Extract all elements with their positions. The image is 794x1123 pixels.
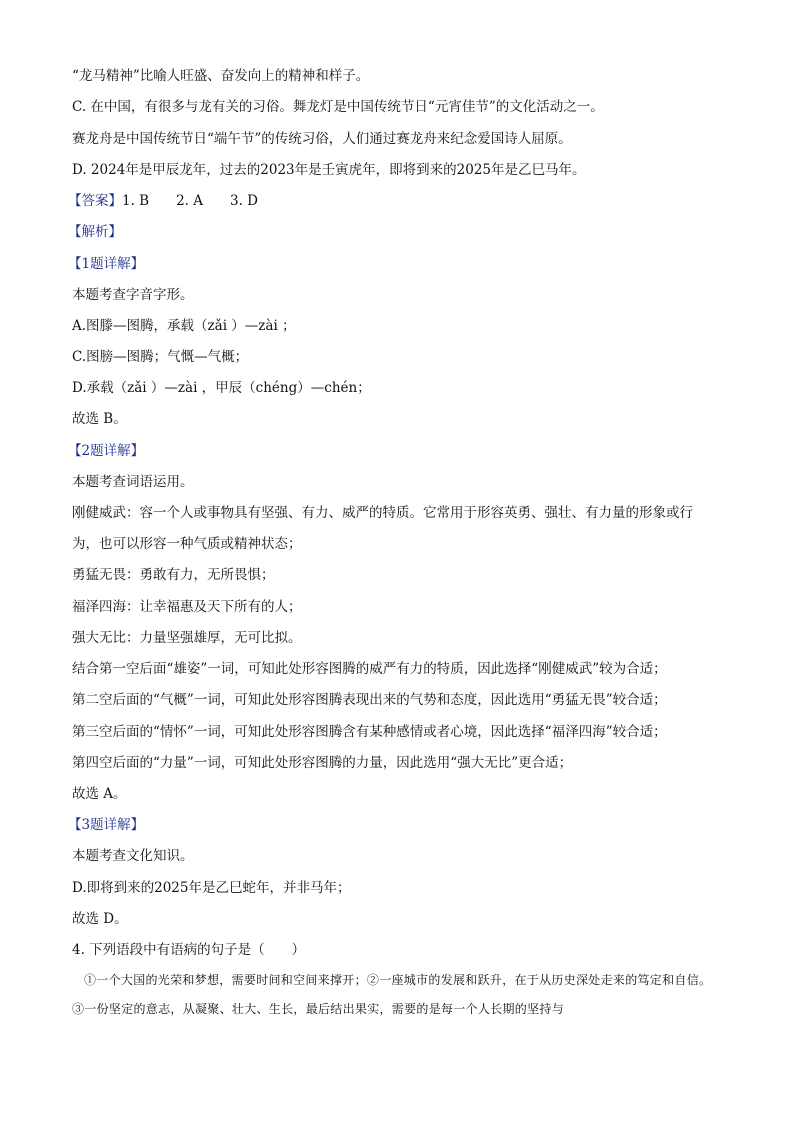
q3-line: 本题考查文化知识。 bbox=[72, 848, 194, 864]
q2-line: 故选 A。 bbox=[72, 786, 127, 802]
q1-line: C.图膀—图腾；气慨—气概； bbox=[72, 349, 249, 365]
q2-line: 为，也可以形容一种气质或精神状态； bbox=[72, 536, 302, 552]
q2-line: 福泽四海：让幸福惠及天下所有的人； bbox=[72, 599, 302, 615]
q2-heading: 【2题详解】 bbox=[68, 443, 145, 459]
q3-line: 故选 D。 bbox=[72, 911, 128, 927]
q2-line: 第二空后面的“气概”一词，可知此处形容图腾表现出来的气势和态度，因此选用“勇猛无畏”较合适； bbox=[72, 692, 667, 708]
q2-line: 本题考查词语运用。 bbox=[72, 474, 194, 490]
q3-heading: 【3题详解】 bbox=[68, 817, 145, 833]
text-line: D. 2024年是甲辰龙年，过去的2023年是壬寅虎年，即将到来的2025年是乙巳马年。 bbox=[72, 162, 586, 178]
text-line: C. 在中国，有很多与龙有关的习俗。舞龙灯是中国传统节日“元宵佳节”的文化活动之一。 bbox=[72, 99, 604, 115]
q1-line: 故选 B。 bbox=[72, 411, 127, 427]
q2-line: 勇猛无畏：勇敢有力，无所畏惧； bbox=[72, 567, 275, 583]
q1-line: A.图滕—图腾，承载（zǎi ）—zài ； bbox=[72, 318, 296, 334]
q4-question: 4. 下列语段中有语病的句子是（ ） bbox=[72, 942, 306, 958]
answer-line bbox=[68, 192, 734, 210]
q2-line: 结合第一空后面“雄姿”一词，可知此处形容图腾的威严有力的特质，因此选择“刚健威武”较为合适； bbox=[72, 661, 667, 677]
q2-line: 刚健威武：容一个人或事物具有坚强、有力、威严的特质。它常用于形容英勇、强壮、有力量的形象或行 bbox=[72, 505, 693, 521]
text-line: “龙马精神”比喻人旺盛、奋发向上的精神和样子。 bbox=[72, 68, 370, 84]
q1-line: D.承载（zǎi ）—zài ，甲辰（chéng）—chén； bbox=[72, 380, 371, 396]
q2-line: 强大无比：力量坚强雄厚，无可比拟。 bbox=[72, 630, 302, 646]
q4-passage: ①一个大国的光荣和梦想，需要时间和空间来撑开；②一座城市的发展和跃升，在于从历史深处走来的笃定和自信。③一份坚定的意志，从凝聚、壮大、生长，最后结出果实，需要的是每一个人长期的坚持与 bbox=[72, 973, 712, 1016]
answer-text: 1. B 2. A 3. D bbox=[122, 193, 259, 209]
q2-line: 第三空后面的“情怀”一词，可知此处形容图腾含有某种感情或者心境，因此选择“福泽四海”较合适； bbox=[72, 724, 667, 740]
text-line: 赛龙舟是中国传统节日“端午节”的传统习俗，人们通过赛龙舟来纪念爱国诗人屈原。 bbox=[72, 131, 572, 147]
answer-tag: 【答案】 bbox=[68, 193, 122, 209]
q3-line: D.即将到来的2025年是乙巳蛇年，并非马年； bbox=[72, 880, 351, 896]
q2-line: 第四空后面的“力量”一词，可知此处形容图腾的力量，因此选用“强大无比”更合适； bbox=[72, 755, 573, 771]
q1-line: 本题考查字音字形。 bbox=[72, 287, 194, 303]
analysis-tag: 【解析】 bbox=[68, 224, 122, 240]
q1-heading: 【1题详解】 bbox=[68, 256, 145, 272]
